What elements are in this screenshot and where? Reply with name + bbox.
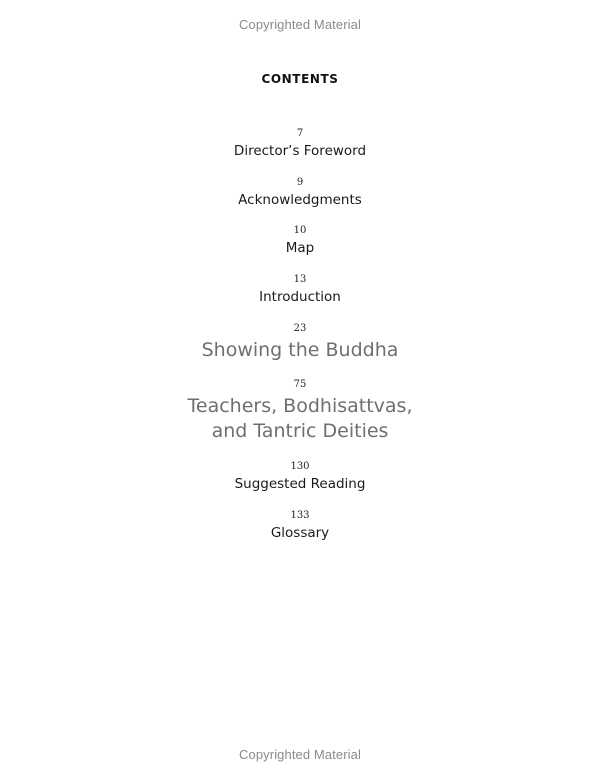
toc-entry-title: Glossary (270, 525, 330, 541)
toc-entry-title: Map (285, 240, 315, 256)
toc-page-number: 7 (296, 128, 304, 139)
toc-entry-introduction[interactable] (0, 274, 600, 306)
toc-page-number: 133 (290, 510, 310, 521)
toc-entry-acknowledgments[interactable] (0, 177, 600, 209)
toc-entry-map[interactable] (0, 225, 600, 257)
toc-page-number: 130 (290, 461, 310, 472)
toc-entry-title: Introduction (259, 289, 341, 305)
copyright-watermark-top: Copyrighted Material (239, 17, 361, 32)
toc-entry-directors-foreword[interactable] (0, 128, 600, 160)
toc-section-title: Showing the Buddha (201, 339, 399, 361)
toc-page-number: 13 (293, 274, 307, 285)
contents-heading: CONTENTS (261, 72, 339, 86)
copyright-watermark-bottom: Copyrighted Material (239, 747, 361, 762)
toc-section-title (0, 394, 600, 444)
toc-section-title-line-1: Teachers, Bodhisattvas, (187, 395, 413, 417)
toc-entry-title: Acknowledgments (238, 192, 362, 208)
toc-entry-suggested-reading[interactable] (0, 461, 600, 493)
toc-page-number: 75 (293, 379, 307, 390)
toc-section-title-line-2: and Tantric Deities (211, 420, 389, 442)
toc-page-number: 23 (293, 323, 307, 334)
toc-page-number: 9 (296, 177, 304, 188)
toc-entry-title: Suggested Reading (234, 476, 366, 492)
toc-entry-glossary[interactable] (0, 510, 600, 542)
toc-entry-title: Director’s Foreword (233, 143, 367, 159)
toc-entry-teachers-bodhisattvas[interactable] (0, 379, 600, 444)
toc-entry-showing-the-buddha[interactable] (0, 323, 600, 363)
toc-page-number: 10 (293, 225, 307, 236)
